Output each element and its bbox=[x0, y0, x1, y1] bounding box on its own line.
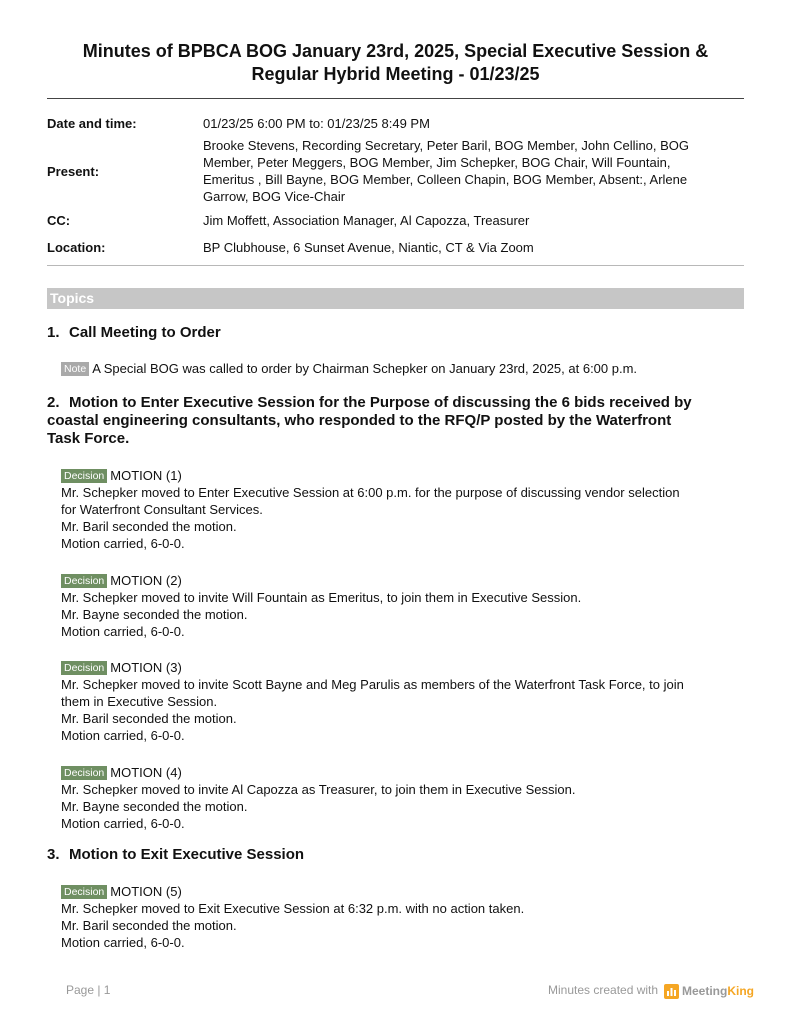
decision-tag: Decision bbox=[61, 661, 107, 675]
section-title-line bbox=[47, 394, 747, 412]
decision-item bbox=[61, 764, 741, 832]
item-text: A Special BOG was called to order by Chairman Schepker on January 23rd, 2025, at 6:00 p.m. bbox=[92, 361, 638, 376]
motion-title: MOTION (4) bbox=[110, 765, 182, 780]
date-value: 01/23/25 6:00 PM to: 01/23/25 8:49 PM bbox=[203, 116, 430, 131]
section-heading bbox=[47, 324, 747, 342]
page-number: Page | 1 bbox=[66, 983, 111, 997]
item-line: Mr. Bayne seconded the motion. bbox=[61, 607, 248, 622]
item-line: Mr. Baril seconded the motion. bbox=[61, 711, 237, 726]
present-line: Member, Peter Meggers, BOG Member, Jim Schepker, BOG Chair, Will Fountain, bbox=[203, 155, 671, 170]
item-line: Motion carried, 6-0-0. bbox=[61, 728, 185, 743]
motion-title: MOTION (1) bbox=[110, 468, 182, 483]
section-number: 2. bbox=[47, 394, 60, 411]
info-row-present bbox=[47, 137, 747, 205]
cc-value: Jim Moffett, Association Manager, Al Capozza, Treasurer bbox=[203, 213, 530, 228]
item-line: them in Executive Session. bbox=[61, 694, 218, 709]
item-line: Motion carried, 6-0-0. bbox=[61, 935, 185, 950]
section-number: 3. bbox=[47, 846, 60, 863]
item-line: Mr. Baril seconded the motion. bbox=[61, 519, 237, 534]
logo-text-meeting: Meeting bbox=[682, 984, 728, 998]
info-divider bbox=[47, 265, 744, 266]
meetingking-logo[interactable] bbox=[664, 983, 754, 999]
section-title-line: coastal engineering consultants, who responded to the RFQ/P posted by the Waterfront bbox=[47, 412, 672, 429]
item-line: Mr. Bayne seconded the motion. bbox=[61, 799, 248, 814]
item-line: Motion carried, 6-0-0. bbox=[61, 816, 185, 831]
section-title: Motion to Exit Executive Session bbox=[69, 846, 305, 863]
decision-item bbox=[61, 659, 741, 744]
decision-tag: Decision bbox=[61, 885, 107, 899]
cc-label: CC: bbox=[47, 213, 71, 228]
decision-tag: Decision bbox=[61, 469, 107, 483]
item-line: Mr. Schepker moved to invite Al Capozza as Treasurer, to join them in Executive Session. bbox=[61, 782, 576, 797]
item-line bbox=[61, 659, 741, 676]
motion-title: MOTION (3) bbox=[110, 660, 182, 675]
decision-item bbox=[61, 467, 741, 552]
item-line: Mr. Schepker moved to Enter Executive Session at 6:00 p.m. for the purpose of discussing vendor selection bbox=[61, 485, 680, 500]
section-heading bbox=[47, 394, 747, 448]
title-line-1: Minutes of BPBCA BOG January 23rd, 2025, Special Executive Session & bbox=[82, 41, 709, 61]
item-line: Mr. Schepker moved to invite Will Fountain as Emeritus, to join them in Executive Session. bbox=[61, 590, 582, 605]
location-value: BP Clubhouse, 6 Sunset Avenue, Niantic, CT & Via Zoom bbox=[203, 240, 534, 255]
item-line bbox=[61, 764, 741, 781]
section-heading bbox=[47, 846, 747, 864]
decision-tag: Decision bbox=[61, 574, 107, 588]
section-title: Call Meeting to Order bbox=[69, 324, 221, 341]
title-line-2: Regular Hybrid Meeting - 01/23/25 bbox=[251, 64, 540, 84]
title-divider bbox=[47, 98, 744, 99]
present-line: Brooke Stevens, Recording Secretary, Peter Baril, BOG Member, John Cellino, BOG bbox=[203, 138, 690, 153]
decision-item bbox=[61, 572, 741, 640]
item-line bbox=[61, 360, 741, 377]
logo-text bbox=[682, 984, 754, 998]
present-line: Garrow, BOG Vice-Chair bbox=[203, 189, 346, 204]
section-title: Motion to Enter Executive Session for the Purpose of discussing the 6 bids received by bbox=[69, 394, 692, 411]
present-label: Present: bbox=[47, 164, 100, 179]
topics-header: Topics bbox=[47, 288, 744, 309]
logo-text-king: King bbox=[727, 984, 755, 998]
item-line bbox=[61, 883, 741, 900]
decision-item bbox=[61, 883, 741, 951]
item-line: for Waterfront Consultant Services. bbox=[61, 502, 263, 517]
item-line bbox=[61, 572, 741, 589]
date-label: Date and time: bbox=[47, 116, 137, 131]
note-tag: Note bbox=[61, 362, 89, 376]
note-item bbox=[61, 360, 741, 377]
item-line: Motion carried, 6-0-0. bbox=[61, 536, 185, 551]
motion-title: MOTION (2) bbox=[110, 573, 182, 588]
decision-tag: Decision bbox=[61, 766, 107, 780]
item-line: Mr. Schepker moved to Exit Executive Session at 6:32 p.m. with no action taken. bbox=[61, 901, 525, 916]
location-label: Location: bbox=[47, 240, 106, 255]
item-line: Mr. Baril seconded the motion. bbox=[61, 918, 237, 933]
section-number: 1. bbox=[47, 324, 60, 341]
section-title-line: Task Force. bbox=[47, 430, 130, 447]
document-title bbox=[40, 40, 751, 86]
present-line: Emeritus , Bill Bayne, BOG Member, Colleen Chapin, BOG Member, Absent:, Arlene bbox=[203, 172, 688, 187]
motion-title: MOTION (5) bbox=[110, 884, 182, 899]
meetingking-logo-icon bbox=[664, 984, 679, 999]
item-line bbox=[61, 467, 741, 484]
footer-credit: Minutes created with bbox=[548, 983, 659, 997]
item-line: Mr. Schepker moved to invite Scott Bayne and Meg Parulis as members of the Waterfront Task Force, to join bbox=[61, 677, 684, 692]
present-value bbox=[203, 137, 733, 205]
item-line: Motion carried, 6-0-0. bbox=[61, 624, 185, 639]
